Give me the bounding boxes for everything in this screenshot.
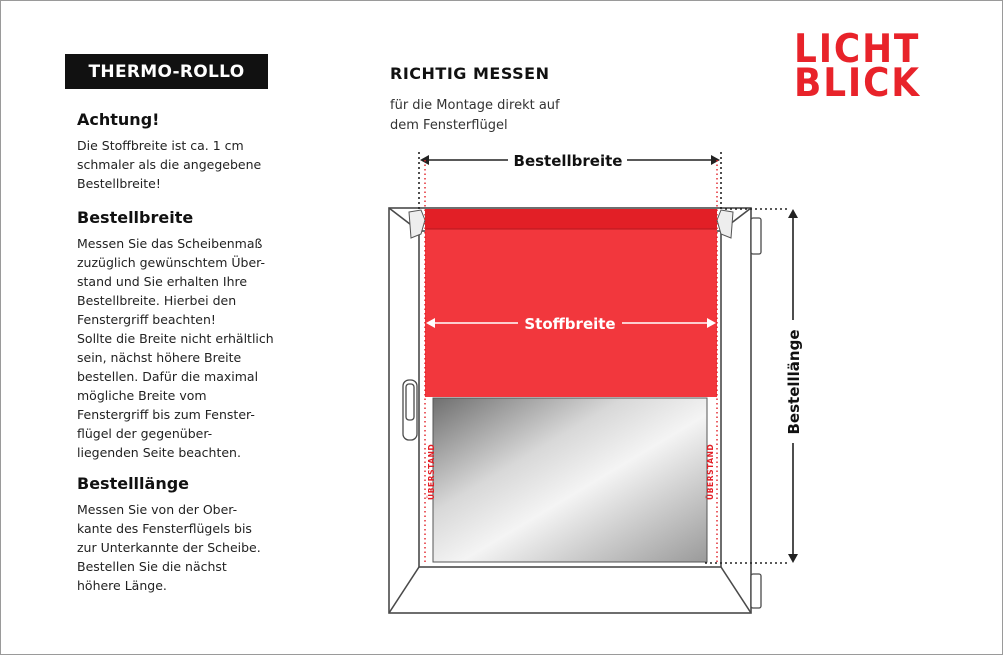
product-badge: THERMO-ROLLO: [65, 54, 268, 89]
handle-grip: [406, 384, 414, 420]
bestellbreite-arrow: [420, 152, 720, 170]
label-ueberstand-left: ÜBERSTAND: [427, 443, 436, 500]
hinge-bottom: [751, 574, 761, 608]
diagram-title: RICHTIG MESSEN: [390, 64, 550, 83]
text-bestellbreite: Messen Sie das Scheibenmaß zuzüglich gewünschtem Über- stand und Sie erhalten Ihre Bestellbreite. Hierbei den Fenstergriff beachten! Sollte die Breite nicht erhältlich sein, nächst höhere Breite bestellen. Dafür die maximal mögliche Breite vom Fenstergriff bis zum Fenster- flügel der gegenüber- liegenden Seite beachten.: [77, 236, 274, 460]
text-achtung: Die Stoffbreite ist ca. 1 cm schmaler als die angegebene Bestellbreite!: [77, 138, 262, 191]
text-bestelllaenge: Messen Sie von der Ober- kante des Fensterflügels bis zur Unterkannte der Scheibe. Bestellen Sie die nächst höhere Länge.: [77, 502, 261, 593]
arrowhead-right: [711, 155, 720, 165]
hinge-top: [751, 218, 761, 254]
diagram-subtitle: für die Montage direkt auf dem Fensterflügel: [390, 98, 560, 133]
blind-fabric: [425, 209, 717, 397]
heading-achtung: Achtung!: [77, 110, 160, 129]
bestelllaenge-arrow: [785, 209, 803, 563]
heading-bestellbreite: Bestellbreite: [77, 208, 194, 227]
label-stoffbreite: Stoffbreite: [524, 315, 616, 333]
label-bestelllaenge: Bestelllänge: [785, 329, 803, 435]
hinges: [751, 218, 761, 608]
label-ueberstand-right: ÜBERSTAND: [706, 443, 715, 500]
logo-line-1: LICHT: [794, 27, 921, 72]
heading-bestelllaenge: Bestelllänge: [77, 474, 190, 493]
label-bestellbreite: Bestellbreite: [513, 152, 623, 170]
window-glass: [433, 398, 707, 562]
blind-cassette: [425, 209, 717, 229]
window-handle: [403, 380, 417, 440]
len-arrowhead-bottom: [788, 554, 798, 563]
len-arrowhead-top: [788, 209, 798, 218]
logo-line-2: BLICK: [794, 61, 921, 106]
